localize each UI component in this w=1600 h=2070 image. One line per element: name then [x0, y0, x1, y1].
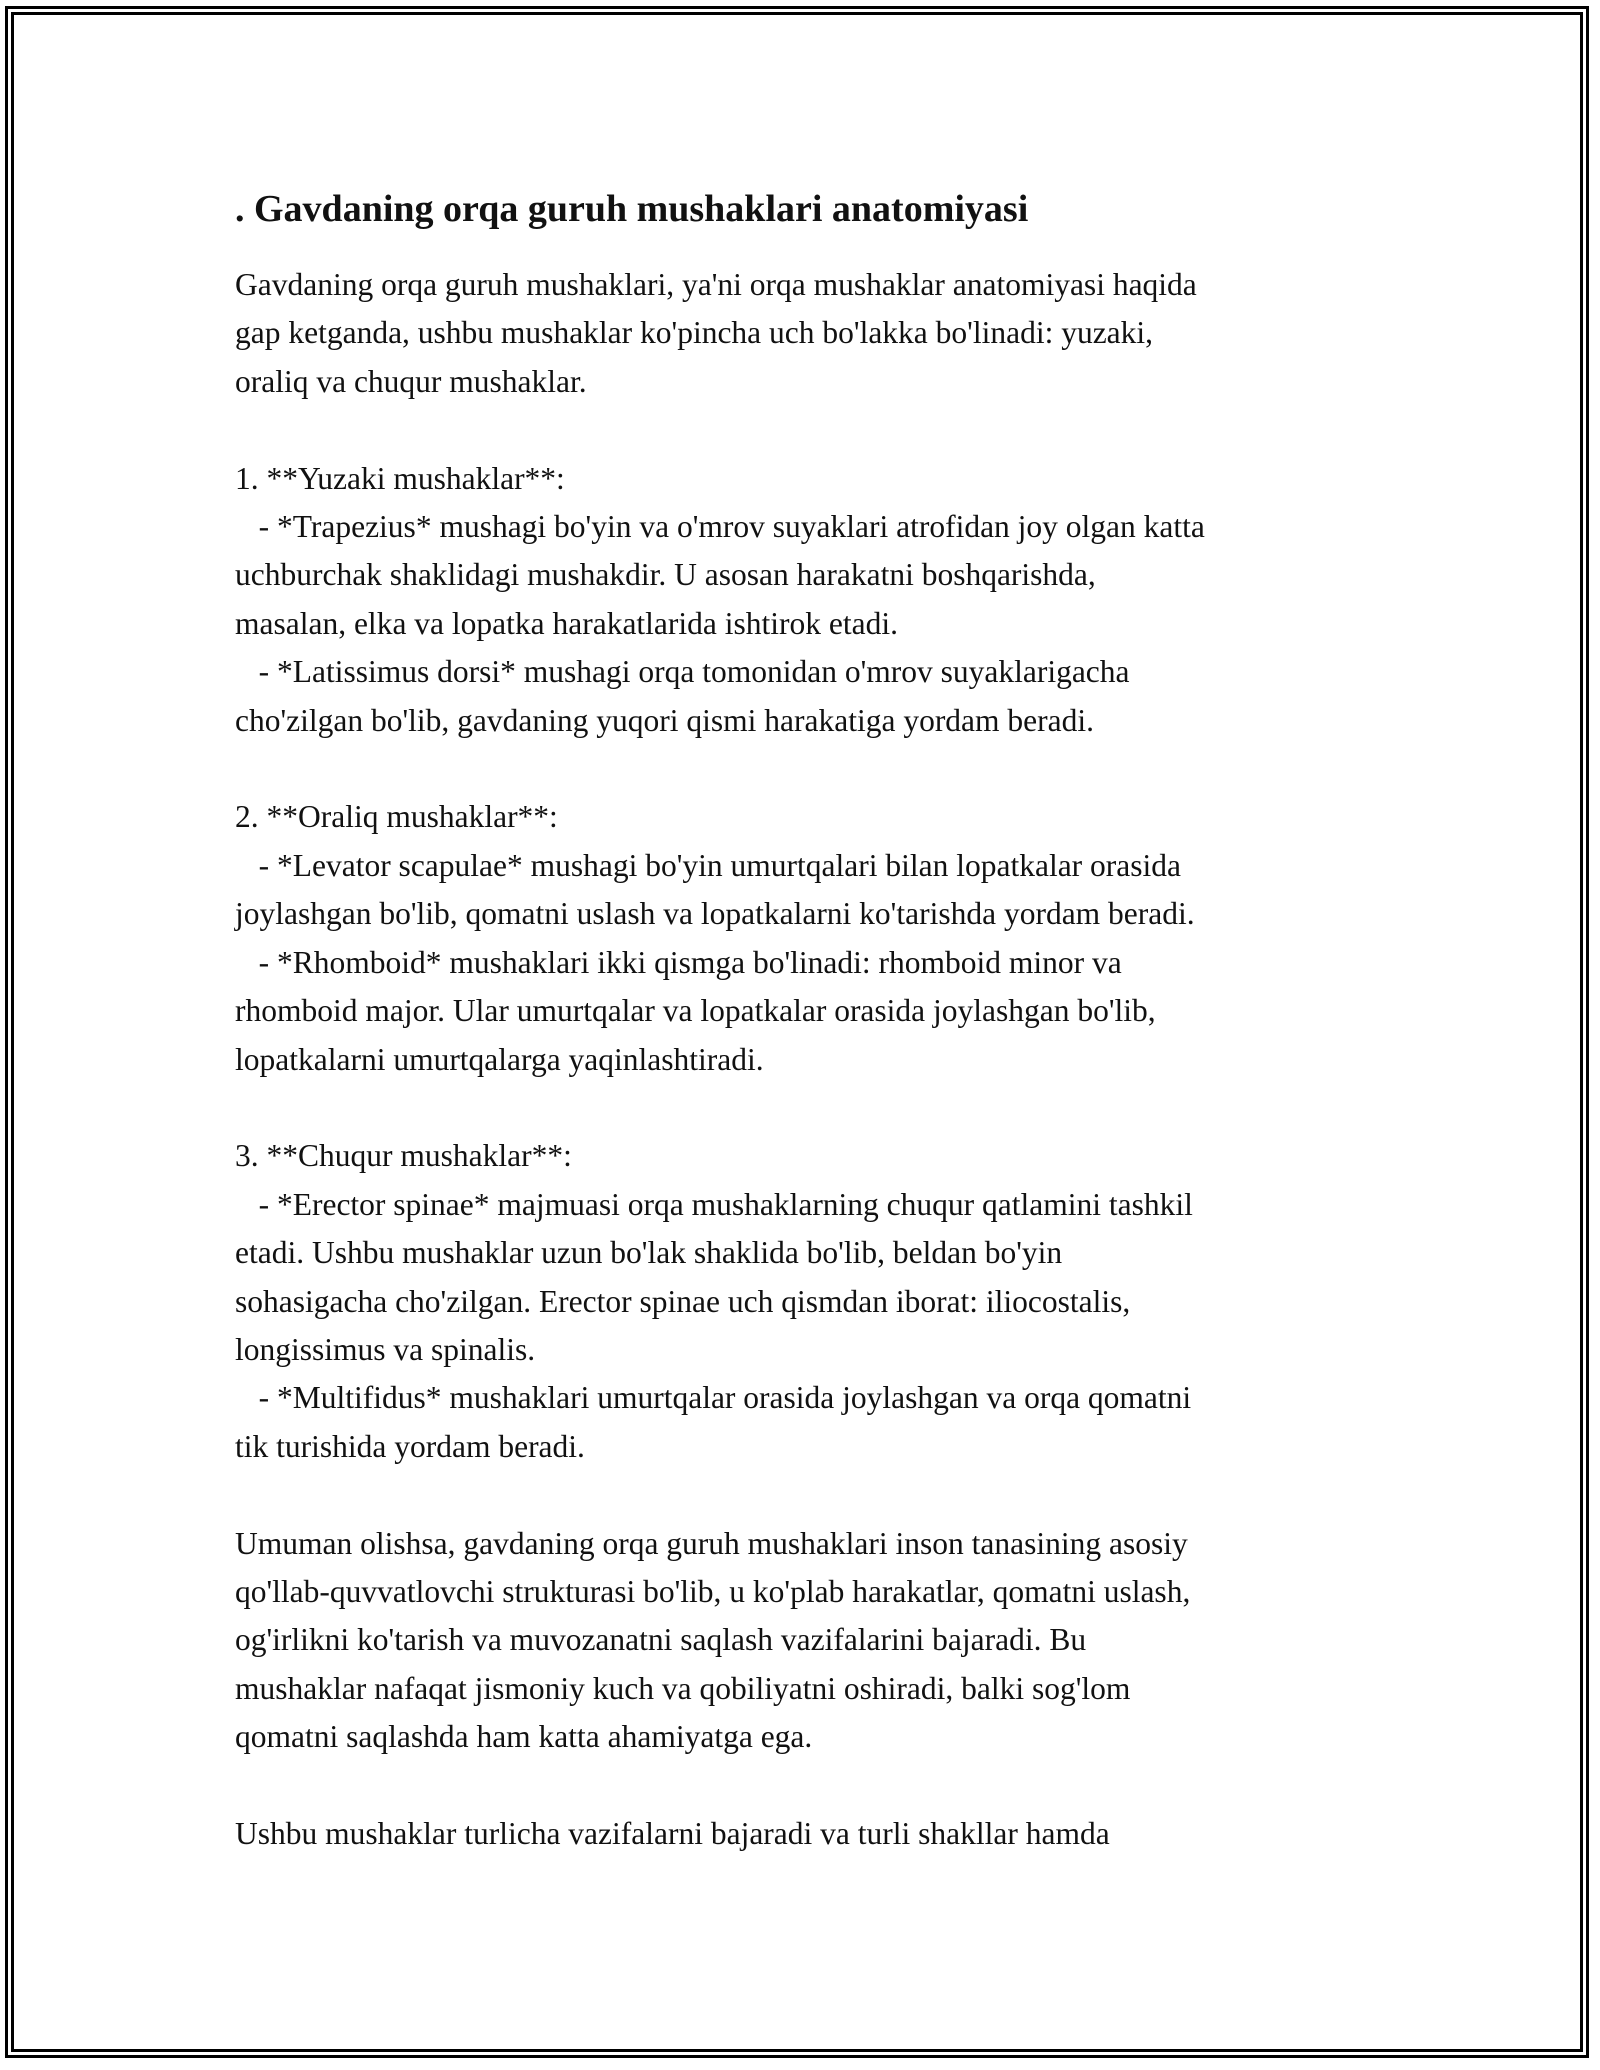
text-line: qomatni saqlashda ham katta ahamiyatga ega.: [235, 1719, 813, 1755]
text-line: Umuman olishsa, gavdaning orqa guruh mushaklari inson tanasining asosiy: [235, 1525, 1188, 1561]
document-title: . Gavdaning orqa guruh mushaklari anatomiyasi: [235, 188, 1029, 230]
text-line: 3. **Chuqur mushaklar**:: [235, 1138, 572, 1174]
text-line: longissimus va spinalis.: [235, 1331, 536, 1367]
text-line: og'irlikni ko'tarish va muvozanatni saqlash vazifalarini bajaradi. Bu: [235, 1622, 1087, 1658]
text-line: masalan, elka va lopatka harakatlarida ishtirok etadi.: [235, 605, 898, 641]
text-line: - *Rhomboid* mushaklari ikki qismga bo'linadi: rhomboid minor va: [235, 944, 1122, 980]
text-line: lopatkalarni umurtqalarga yaqinlashtiradi.: [235, 1041, 764, 1077]
text-line: gap ketganda, ushbu mushaklar ko'pincha uch bo'lakka bo'linadi: yuzaki,: [235, 315, 1154, 351]
text-line: etadi. Ushbu mushaklar uzun bo'lak shaklida bo'lib, beldan bo'yin: [235, 1235, 1063, 1271]
text-line: uchburchak shaklidagi mushakdir. U asosan harakatni boshqarishda,: [235, 557, 1096, 593]
blank-line: [235, 1084, 1385, 1132]
text-line: - *Latissimus dorsi* mushagi orqa tomonidan o'mrov suyaklarigacha: [235, 654, 1130, 690]
text-line: Gavdaning orqa guruh mushaklari, ya'ni orqa mushaklar anatomiyasi haqida: [235, 267, 1197, 302]
document-body: [235, 261, 1385, 1858]
blank-line: [235, 1471, 1385, 1519]
text-line: - *Levator scapulae* mushagi bo'yin umurtqalari bilan lopatkalar orasida: [235, 847, 1181, 883]
text-line: rhomboid major. Ular umurtqalar va lopatkalar orasida joylashgan bo'lib,: [235, 993, 1156, 1029]
text-line: Ushbu mushaklar turlicha vazifalarni bajaradi va turli shakllar hamda: [235, 1816, 1110, 1851]
document-content: [235, 185, 1385, 1858]
text-line: - *Trapezius* mushagi bo'yin va o'mrov suyaklari atrofidan joy olgan katta: [235, 509, 1205, 545]
text-line: 2. **Oraliq mushaklar**:: [235, 799, 558, 835]
blank-line: [235, 1762, 1385, 1810]
text-line: tik turishida yordam beradi.: [235, 1428, 585, 1464]
text-line: qo'llab-quvvatlovchi strukturasi bo'lib, u ko'plab harakatlar, qomatni uslash,: [235, 1573, 1191, 1609]
blank-line: [235, 406, 1385, 454]
text-line: - *Erector spinae* majmuasi orqa mushaklarning chuqur qatlamini tashkil: [235, 1186, 1193, 1222]
text-line: mushaklar nafaqat jismoniy kuch va qobiliyatni oshiradi, balki sog'lom: [235, 1670, 1131, 1706]
text-line: cho'zilgan bo'lib, gavdaning yuqori qismi harakatiga yordam beradi.: [235, 702, 1094, 738]
text-line: oraliq va chuqur mushaklar.: [235, 363, 587, 399]
text-line: - *Multifidus* mushaklari umurtqalar orasida joylashgan va orqa qomatni: [235, 1380, 1192, 1416]
blank-line: [235, 745, 1385, 793]
text-line: 1. **Yuzaki mushaklar**:: [235, 460, 565, 496]
text-line: joylashgan bo'lib, qomatni uslash va lopatkalarni ko'tarishda yordam beradi.: [235, 896, 1195, 932]
text-line: sohasigacha cho'zilgan. Erector spinae uch qismdan iborat: iliocostalis,: [235, 1283, 1131, 1319]
